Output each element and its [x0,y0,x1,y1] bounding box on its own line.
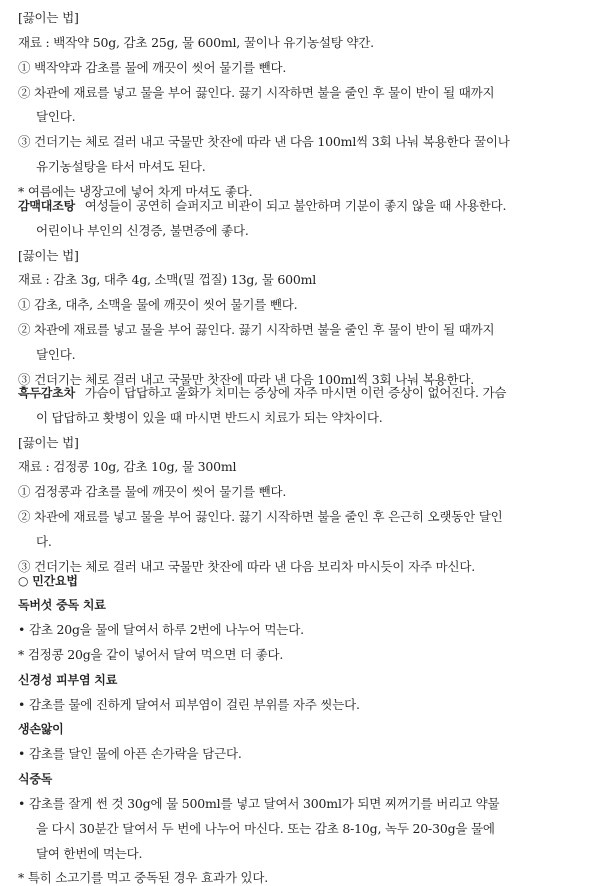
ingredients: 재료 : 감초 3g, 대추 4g, 소맥(밀 껍질) 13g, 물 600ml [18,272,317,287]
remedy-title: 식중독 [18,772,53,786]
section-desc: 가슴이 답답하고 울화가 치미는 증상에 자주 마시면 이런 증상이 없어진다. 가슴 [84,385,507,400]
remedy-line-cont: 달여 한번에 먹는다. [36,846,143,861]
remedy-line: • 감초를 물에 진하게 달여서 피부염이 걸린 부위를 자주 씻는다. [18,697,360,712]
section-title: 흑두감초차 [18,386,75,400]
remedy-note: * 검정콩 20g을 같이 넣어서 달여 먹으면 더 좋다. [18,647,284,662]
remedy-line: • 감초 20g을 물에 달여서 하루 2번에 나누어 먹는다. [18,622,304,637]
folk-heading: ○ 민간요법 [18,574,78,588]
step-3: ③ 건더기는 체로 걸러 내고 국물만 찻잔에 따라 낸 다음 보리차 마시듯이 자주 마신다. [18,559,476,574]
step-2: ② 차관에 재료를 넣고 물을 부어 끓인다. 끓기 시작하면 불을 줄인 후 물이 반이 될 때까지 [18,322,495,337]
remedy-title: 신경성 피부염 치료 [18,673,118,687]
step-3: ③ 건더기는 체로 걸러 내고 국물만 찻잔에 따라 낸 다음 100ml씩 3회 나눠 복용한다 꿀이나 [18,134,510,149]
remedy-line: • 감초를 달인 물에 아픈 손가락을 담근다. [18,746,242,761]
method-heading: [끓이는 법] [18,435,79,450]
step-1: ① 검정콩과 감초를 물에 깨끗이 씻어 물기를 뺀다. [18,484,287,499]
method-heading: [끓이는 법] [18,248,79,263]
method-heading: [끓이는 법] [18,10,79,25]
step-3: ③ 건더기는 체로 걸러 내고 국물만 찻잔에 따라 낸 다음 100ml씩 3회 나눠 복용한다. [18,372,474,387]
section-title: 감맥대조탕 [18,199,75,213]
section-title-line [18,198,506,214]
step-1: ① 감초, 대추, 소맥을 물에 깨끗이 씻어 물기를 뺀다. [18,297,298,312]
step-3-cont: 유기농설탕을 타서 마셔도 된다. [36,159,206,174]
section-desc-cont: 이 답답하고 홧병이 있을 때 마시면 반드시 치료가 되는 약차이다. [36,410,383,425]
section-desc-cont: 어린이나 부인의 신경증, 불면증에 좋다. [36,223,249,238]
step-2: ② 차관에 재료를 넣고 물을 부어 끓인다. 끓기 시작하면 불을 줄인 후 은근히 오랫동안 달인 [18,509,503,524]
ingredients: 재료 : 백작약 50g, 감초 25g, 물 600ml, 꿀이나 유기농설탕 약간. [18,35,374,50]
step-2-cont: 달인다. [36,109,76,124]
remedy-note: * 특히 소고기를 먹고 중독된 경우 효과가 있다. [18,870,268,885]
step-2-cont: 달인다. [36,347,76,362]
step-1: ① 백작약과 감초를 물에 깨끗이 씻어 물기를 뺀다. [18,60,287,75]
remedy-title: 생손앓이 [18,722,64,736]
section-title-line [18,385,506,401]
remedy-title: 독버섯 중독 치료 [18,598,106,612]
remedy-line-cont: 을 다시 30분간 달여서 두 번에 나누어 마신다. 또는 감초 8-10g, 녹두 20-30g을 물에 [36,821,495,836]
step-2: ② 차관에 재료를 넣고 물을 부어 끓인다. 끓기 시작하면 불을 줄인 후 물이 반이 될 때까지 [18,85,495,100]
note: * 여름에는 냉장고에 넣어 차게 마셔도 좋다. [18,184,253,199]
remedy-line: • 감초를 잘게 썬 것 30g에 물 500ml를 넣고 달여서 300ml가 되면 찌꺼기를 버리고 약물 [18,796,500,811]
section-desc: 여성들이 공연히 슬퍼지고 비관이 되고 불안하며 기분이 좋지 않을 때 사용한다. [84,198,507,213]
ingredients: 재료 : 검정콩 10g, 감초 10g, 물 300ml [18,459,237,474]
step-2-cont: 다. [36,534,52,549]
